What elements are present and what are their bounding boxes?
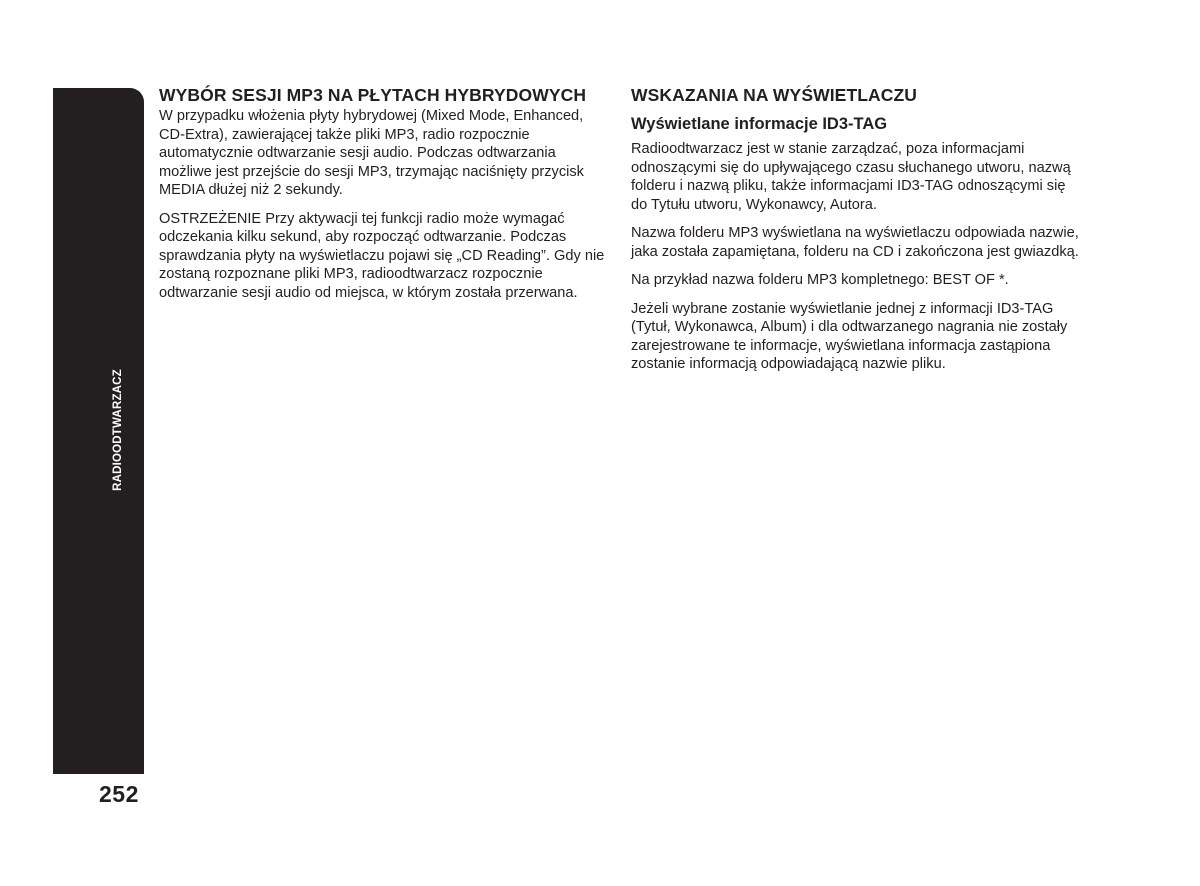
section-side-tab [53, 88, 144, 774]
paragraph: W przypadku włożenia płyty hybrydowej (Mixed Mode, Enhanced, CD-Extra), zawierającej także pliki MP3, radio rozpocznie automatycznie odtwarzanie sesji audio. Podczas odtwarzania możliwe jest przejście do sesji MP3, trzymając naciśnięty przycisk MEDIA dłużej niż 2 sekundy. [159, 108, 584, 198]
paragraph-warning: OSTRZEŻENIE Przy aktywacji tej funkcji radio może wymagać odczekania kilku sekund, aby rozpocząć odtwarzanie. Podczas sprawdzania płyty na wyświetlaczu pojawi się „CD Reading”. Gdy nie zostaną rozpoznane pliki MP3, radioodtwarzacz rozpocznie odtwarzanie sesji audio od miejsca, w którym została przerwana. [159, 210, 605, 301]
left-column [159, 86, 607, 312]
paragraph: Radioodtwarzacz jest w stanie zarządzać, poza informacjami odnoszącymi się do upływającego czasu słuchanego utworu, nazwą folderu i nazwą pliku, także informacjami ID3-TAG odnoszącymi się do Tytułu utworu, Wykonawcy, Autora. [631, 141, 1071, 213]
subheading-id3-tag: Wyświetlane informacje ID3-TAG [631, 115, 888, 133]
page-number: 252 [99, 781, 139, 807]
section-side-tab-label: RADIOODTWARZACZ [112, 369, 124, 491]
paragraph: Na przykład nazwa folderu MP3 kompletnego: BEST OF *. [631, 272, 1009, 288]
section-heading-hybrid-mp3: WYBÓR SESJI MP3 NA PŁYTACH HYBRYDOWYCH [159, 85, 587, 105]
section-heading-display: WSKAZANIA NA WYŚWIETLACZU [631, 85, 918, 105]
right-column [631, 86, 1081, 384]
paragraph: Nazwa folderu MP3 wyświetlana na wyświetlaczu odpowiada nazwie, jaka została zapamiętana, folderu na CD i zakończona jest gwiazdką. [631, 225, 1079, 260]
paragraph: Jeżeli wybrane zostanie wyświetlanie jednej z informacji ID3-TAG (Tytuł, Wykonawca, Album) i dla odtwarzanego nagrania nie zostały zarejestrowane te informacje, wyświetlana informacja zastąpiona zostanie informacją odpowiadającą nazwie pliku. [631, 300, 1068, 372]
